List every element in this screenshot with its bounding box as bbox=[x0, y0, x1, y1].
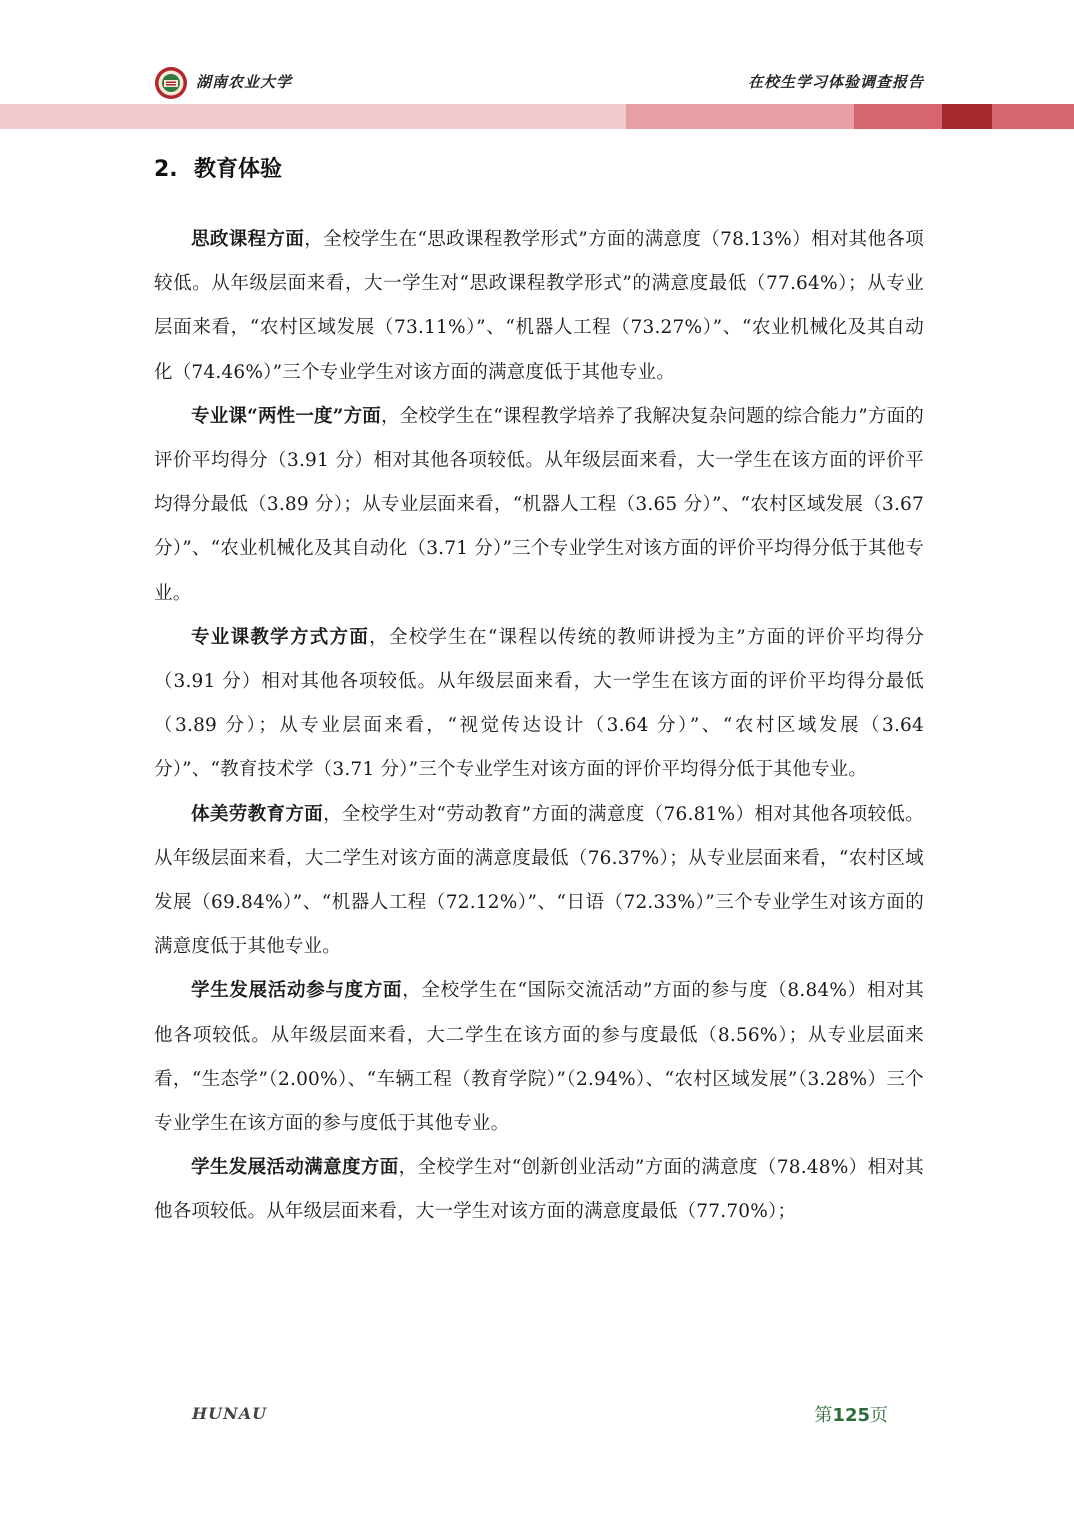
header-band-light bbox=[0, 104, 626, 129]
university-name: 湖南农业大学 bbox=[196, 73, 293, 91]
header-band-darkest bbox=[942, 104, 992, 129]
paragraph-lead: 学生发展活动满意度方面 bbox=[191, 1157, 399, 1179]
paragraph-text: ，全校学生对“劳动教育”方面的满意度（76.81%）相对其他各项较低。从年级层面来看，大二学生对该方面的满意度最低（76.37%）；从专业层面来看，“农村区域发展（69.84%）”、“机器人工程（72.12%）”、“日语（72.33%）”三个专业学生对该方面的满意度低于其他专业。 bbox=[154, 803, 924, 958]
paragraph-pe-art-labor bbox=[154, 793, 924, 970]
footer-brand: HUNAU bbox=[192, 1404, 268, 1423]
paragraph-text: ，全校学生在“国际交流活动”方面的参与度（8.84%）相对其他各项较低。从年级层面来看，大二学生在该方面的参与度最低（8.56%）；从专业层面来看，“生态学”（2.00%）、“车辆工程（教育学院）”（2.94%）、“农村区域发展”（3.28%）三个专业学生在该方面的参与度低于其他专业。 bbox=[154, 980, 924, 1135]
paragraph-activity-participation bbox=[154, 969, 924, 1146]
page-prefix: 第 bbox=[814, 1405, 833, 1426]
paragraph-text: ，全校学生对“创新创业活动”方面的满意度（78.48%）相对其他各项较低。从年级层面来看，大一学生对该方面的满意度最低（77.70%）； bbox=[154, 1157, 924, 1223]
page-suffix: 页 bbox=[870, 1405, 888, 1426]
paragraph-text: ，全校学生在“思政课程教学形式”方面的满意度（78.13%）相对其他各项较低。从年级层面来看，大一学生对“思政课程教学形式”的满意度最低（77.64%）；从专业层面来看，“农村区域发展（73.11%）”、“机器人工程（73.27%）”、“农业机械化及其自动化（74.46%）”三个专业学生对该方面的满意度低于其他专业。 bbox=[154, 229, 924, 383]
paragraph-professional-courses bbox=[154, 395, 924, 616]
paragraph-text: ，全校学生在“课程教学培养了我解决复杂问题的综合能力”方面的评价平均得分（3.91 分）相对其他各项较低。从年级层面来看，大一学生在该方面的评价平均得分最低（3.89 分）；从专业层面来看，“机器人工程（3.65 分）”、“农村区域发展（3.67 分）”、“农业机械化及其自动化（3.71 分）”三个专业学生对该方面的评价平均得分低于其他专业。 bbox=[154, 405, 925, 604]
document-body bbox=[154, 150, 924, 1235]
paragraph-lead: 思政课程方面 bbox=[191, 229, 305, 250]
section-title: 教育体验 bbox=[194, 157, 283, 182]
report-title: 在校生学习体验调查报告 bbox=[747, 73, 924, 91]
university-logo-icon bbox=[154, 66, 188, 100]
paragraph-activity-satisfaction bbox=[154, 1146, 924, 1234]
paragraph-ideological-courses bbox=[154, 218, 924, 395]
page-number-value: 125 bbox=[832, 1405, 870, 1426]
paragraph-lead: 专业课教学方式方面 bbox=[191, 626, 370, 648]
paragraph-lead: 体美劳教育方面 bbox=[191, 803, 324, 825]
section-number: 2. bbox=[154, 157, 178, 182]
header-band-dark-end bbox=[992, 104, 1074, 129]
paragraph-lead: 专业课“两性一度”方面 bbox=[191, 405, 382, 427]
paragraph-teaching-methods bbox=[154, 616, 924, 793]
page-header bbox=[0, 0, 1074, 104]
page-number bbox=[814, 1401, 888, 1427]
header-band-dark bbox=[854, 104, 942, 129]
paragraph-lead: 学生发展活动参与度方面 bbox=[191, 980, 403, 1002]
section-heading bbox=[154, 150, 924, 190]
paragraph-text: ，全校学生在“课程以传统的教师讲授为主”方面的评价平均得分（3.91 分）相对其他各项较低。从年级层面来看，大一学生在该方面的评价平均得分最低（3.89 分）；从专业层面来看，“视觉传达设计（3.64 分）”、“农村区域发展（3.64 分）”、“教育技术学（3.71 分）”三个专业学生对该方面的评价平均得分低于其他专业。 bbox=[154, 626, 924, 781]
header-band-medium bbox=[626, 104, 854, 129]
